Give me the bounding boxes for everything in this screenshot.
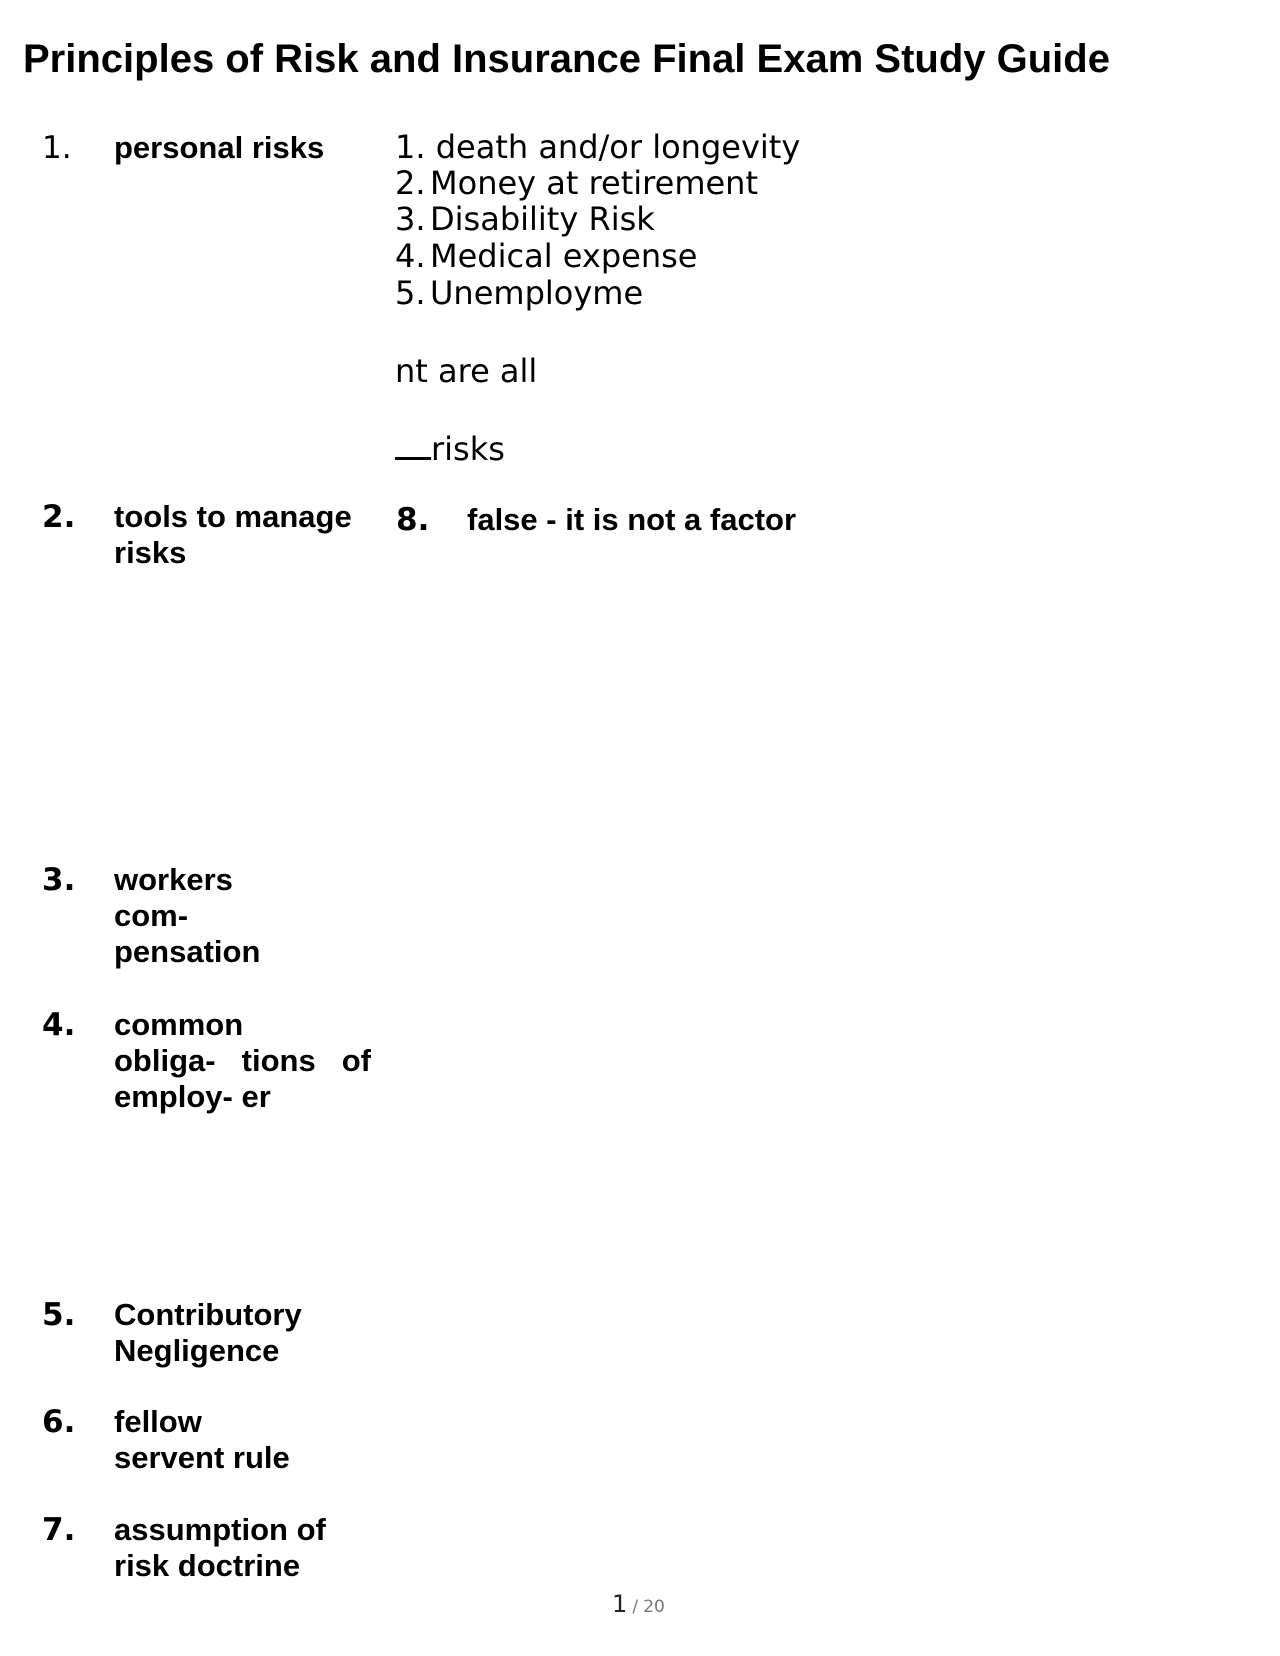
term-line: obliga- tions of <box>114 1043 371 1078</box>
term-line: tools to manage <box>114 499 352 534</box>
term-line: common <box>114 1007 244 1042</box>
card-number-4: 4. <box>42 1007 76 1043</box>
total-pages: 20 <box>643 1597 665 1617</box>
definition-line-5: 5. Unemployme <box>395 274 644 312</box>
card-number-1: 1. <box>42 130 72 166</box>
card-number-6: 6. <box>42 1404 76 1440</box>
card-number-2: 2. <box>42 499 76 535</box>
term-line: risk doctrine <box>114 1548 301 1583</box>
card-term-3 <box>114 862 374 970</box>
card-number-3: 3. <box>42 862 76 898</box>
card-number-5: 5. <box>42 1297 76 1333</box>
term-line: servent rule <box>114 1440 290 1475</box>
card-term-6 <box>114 1404 374 1476</box>
term-line: assumption of <box>114 1512 326 1547</box>
term-line: com- <box>114 898 189 933</box>
page-title: Principles of Risk and Insurance Final Exam Study Guide <box>23 37 1110 81</box>
term-line: workers <box>114 862 233 897</box>
page-indicator <box>612 1590 665 1618</box>
definition-line-2: 2. Money at retirement <box>395 164 758 202</box>
card-term-4 <box>114 1007 374 1115</box>
page-separator: / <box>632 1597 639 1617</box>
term-line: risks <box>114 535 187 570</box>
current-page: 1 <box>612 1590 628 1618</box>
answer-number: 8. <box>396 502 430 538</box>
definition-continuation: nt are all <box>395 352 538 390</box>
term-line: employ- er <box>114 1079 271 1114</box>
term-line: personal risks <box>114 130 325 165</box>
term-line: pensation <box>114 934 261 969</box>
answer-blank <box>395 427 431 460</box>
card-term-5 <box>114 1297 374 1369</box>
term-line: fellow <box>114 1404 202 1439</box>
card-term-7 <box>114 1512 374 1584</box>
term-line: Contributory <box>114 1297 302 1332</box>
card-number-7: 7. <box>42 1512 76 1548</box>
term-line: Negligence <box>114 1333 280 1368</box>
definition-line-4: 4. Medical expense <box>395 237 698 275</box>
definition-blank-line: risks <box>395 427 505 467</box>
card-term-2 <box>114 499 374 571</box>
answer-text: false - it is not a factor <box>467 502 797 537</box>
definition-line-1: 1. death and/or longevity <box>395 128 801 166</box>
card-term-1 <box>114 130 374 166</box>
definition-line-3: 3. Disability Risk <box>395 200 655 238</box>
